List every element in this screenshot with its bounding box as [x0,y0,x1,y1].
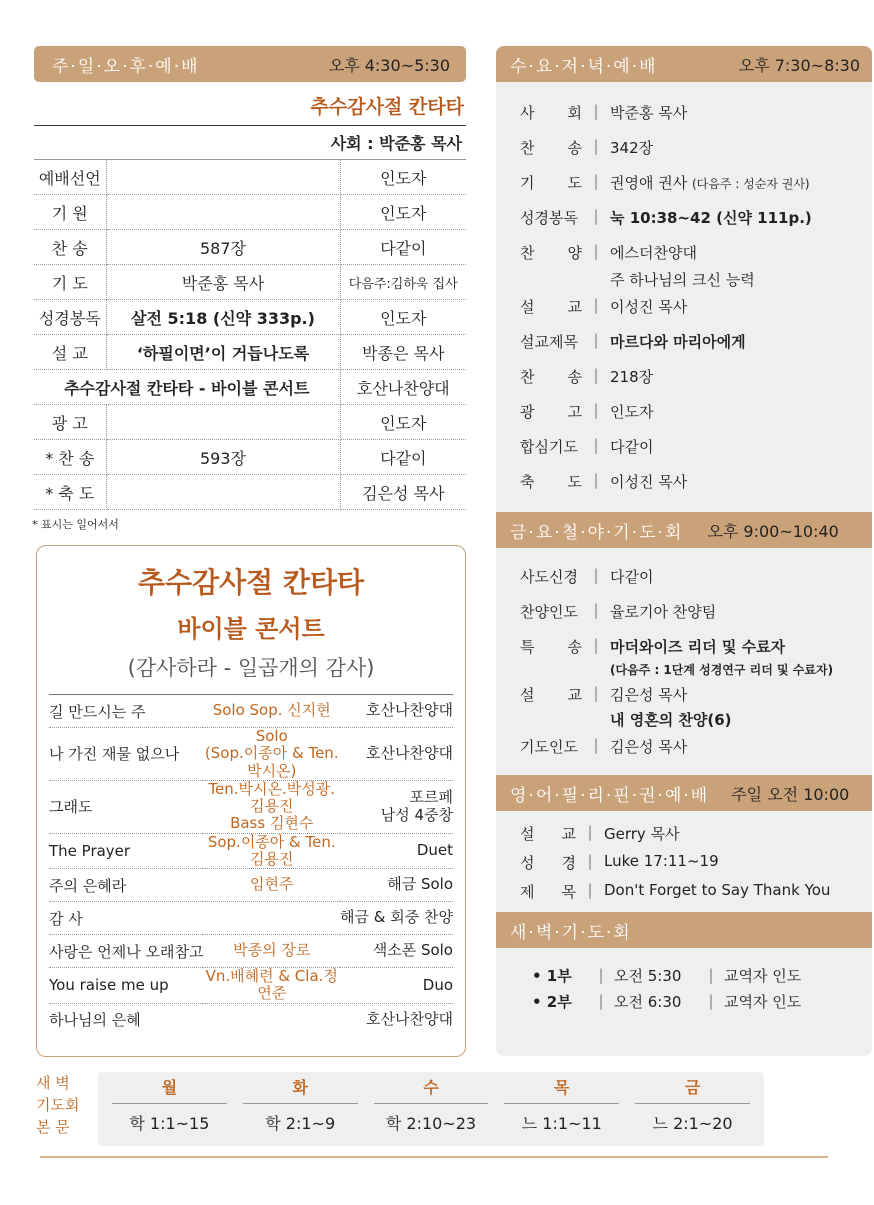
table-row: You raise me up Vn.배혜련 & Cla.정연준 Duo [49,967,453,1003]
dawn-reading-schedule [36,1072,764,1146]
dawn-header [496,912,872,948]
concert-subtitle: 바이블 콘서트 [177,615,325,643]
table-row: 사랑은 언제나 오래참고 박종의 장로 색소폰 Solo [49,935,453,968]
reading-day: 월 학 1:1~15 [104,1072,235,1146]
concert-title: 추수감사절 칸타타 [137,566,365,599]
list-item: 성 경 | Luke 17:11~19 [520,852,719,872]
table-row: 기 원 인도자 [34,195,466,230]
list-item: • 1부 | 오전 5:30 | 교역자 인도 [532,966,802,985]
table-row: 감 사 해금 & 회중 찬양 [49,902,453,935]
table-row: 그래도 Ten.박시온.박성광.김용진 Bass 김현수 포르페 남성 4중창 [49,779,453,833]
wednesday-title: 수·요·저·녁·예·배 [510,56,658,77]
table-row: 하나님의 은혜 호산나찬양대 [49,1010,453,1030]
list-item: 사 회 | 박준홍 목사 [520,102,688,122]
list-item: 축 도 | 이성진 목사 [520,471,688,491]
table-row: The Prayer Sop.이종아 & Ten.김용진 Duet [49,832,453,868]
english-header [496,775,872,811]
cantata-title: 추수감사절 칸타타 [310,96,464,118]
list-item: 성경봉독 | 눅 10:38~42 (신약 111p.) [520,207,812,227]
wednesday-order [496,82,872,512]
sunday-time: 오후 4:30~5:30 [328,55,450,75]
dawn-order [496,948,872,1014]
table-row: 설 교 ‘하필이면’이 거듭나도록 박종은 목사 [34,335,466,370]
english-title: 영·어·필·리·핀·권·예·배 [510,785,710,806]
friday-time: 오후 9:00~10:40 [707,521,839,541]
reading-day: 화 학 2:1~9 [235,1072,366,1146]
sunday-order-table [34,125,466,510]
friday-order [496,548,872,775]
table-row: 추수감사절 칸타타 - 바이블 콘서트 호산나찬양대 [34,370,466,405]
list-item: 찬양인도 | 율로기아 찬양팀 [520,601,717,621]
english-order [496,811,872,912]
list-item: 사도신경 | 다같이 [520,566,654,586]
table-row: 나 가진 재물 없으나 Solo (Sop.이종아 & Ten.박시온) 호산나찬양대 [49,727,453,780]
wednesday-header [496,46,872,82]
concert-theme: (감사하라 - 일곱개의 감사) [127,656,375,680]
reading-label: 새 벽 기도회 본 문 [36,1074,80,1136]
reading-day: 목 느 1:1~11 [496,1072,627,1146]
list-item: 설 교 | 이성진 목사 [520,296,688,316]
table-row: * 찬 송 593장 다같이 [34,440,466,475]
list-item: 설 교 | 김은성 목사 내 영혼의 찬양(6) [520,684,732,729]
sunday-service [34,46,466,532]
table-row: 성경봉독 살전 5:18 (신약 333p.) 인도자 [34,300,466,335]
list-item: 찬 송 | 342장 [520,137,654,157]
list-item: 기 도 | 권영애 권사 (다음주 : 성순자 권사) [520,172,810,192]
list-item: 광 고 | 인도자 [520,401,654,421]
dawn-title: 새·벽·기·도·회 [510,922,632,943]
reading-day: 수 학 2:10~23 [366,1072,497,1146]
table-row: 주의 은혜라 임현주 해금 Solo [49,869,453,902]
concert-program-table [49,694,453,1036]
bottom-divider [40,1156,828,1158]
table-row: 광 고 인도자 [34,405,466,440]
sunday-header [34,46,466,82]
list-item: 제 목 | Don't Forget to Say Thank You [520,881,831,901]
standing-note: * 표시는 일어서서 [32,518,119,531]
english-time: 주일 오전 10:00 [731,784,850,804]
sunday-title: 주·일·오·후·예·배 [52,56,200,77]
table-row: 기 도 박준홍 목사 다음주:김하욱 집사 [34,265,466,300]
list-item: 찬 송 | 218장 [520,366,654,386]
list-item: 설 교 | Gerry 목사 [520,823,680,843]
wednesday-time: 오후 7:30~8:30 [738,55,860,75]
list-item: 합심기도 | 다같이 [520,436,654,456]
list-item: 특 송 | 마더와이즈 리더 및 수료자 (다음주 : 1단계 성경연구 리더 및 수료자) [520,636,834,677]
table-row: 찬 송 587장 다같이 [34,230,466,265]
table-row: 예배선언 인도자 [34,160,466,195]
list-item: 찬 양 | 에스더찬양대 주 하나님의 크신 능력 [520,242,755,289]
weekday-services [496,46,872,1056]
concert-box [36,545,466,1057]
reading-days [98,1072,764,1146]
reading-day: 금 느 2:1~20 [627,1072,758,1146]
list-item: 기도인도 | 김은성 목사 [520,736,688,756]
table-row: 길 만드시는 주 Solo Sop. 신지현 호산나찬양대 [49,695,453,728]
friday-title: 금·요·철·야·기·도·회 [510,522,684,543]
list-item: • 2부 | 오전 6:30 | 교역자 인도 [532,992,802,1011]
host: 사회 : 박준홍 목사 [34,126,466,160]
friday-header [496,512,872,548]
table-row: * 축 도 김은성 목사 [34,475,466,510]
list-item: 설교제목 | 마르다와 마리아에게 [520,331,746,351]
